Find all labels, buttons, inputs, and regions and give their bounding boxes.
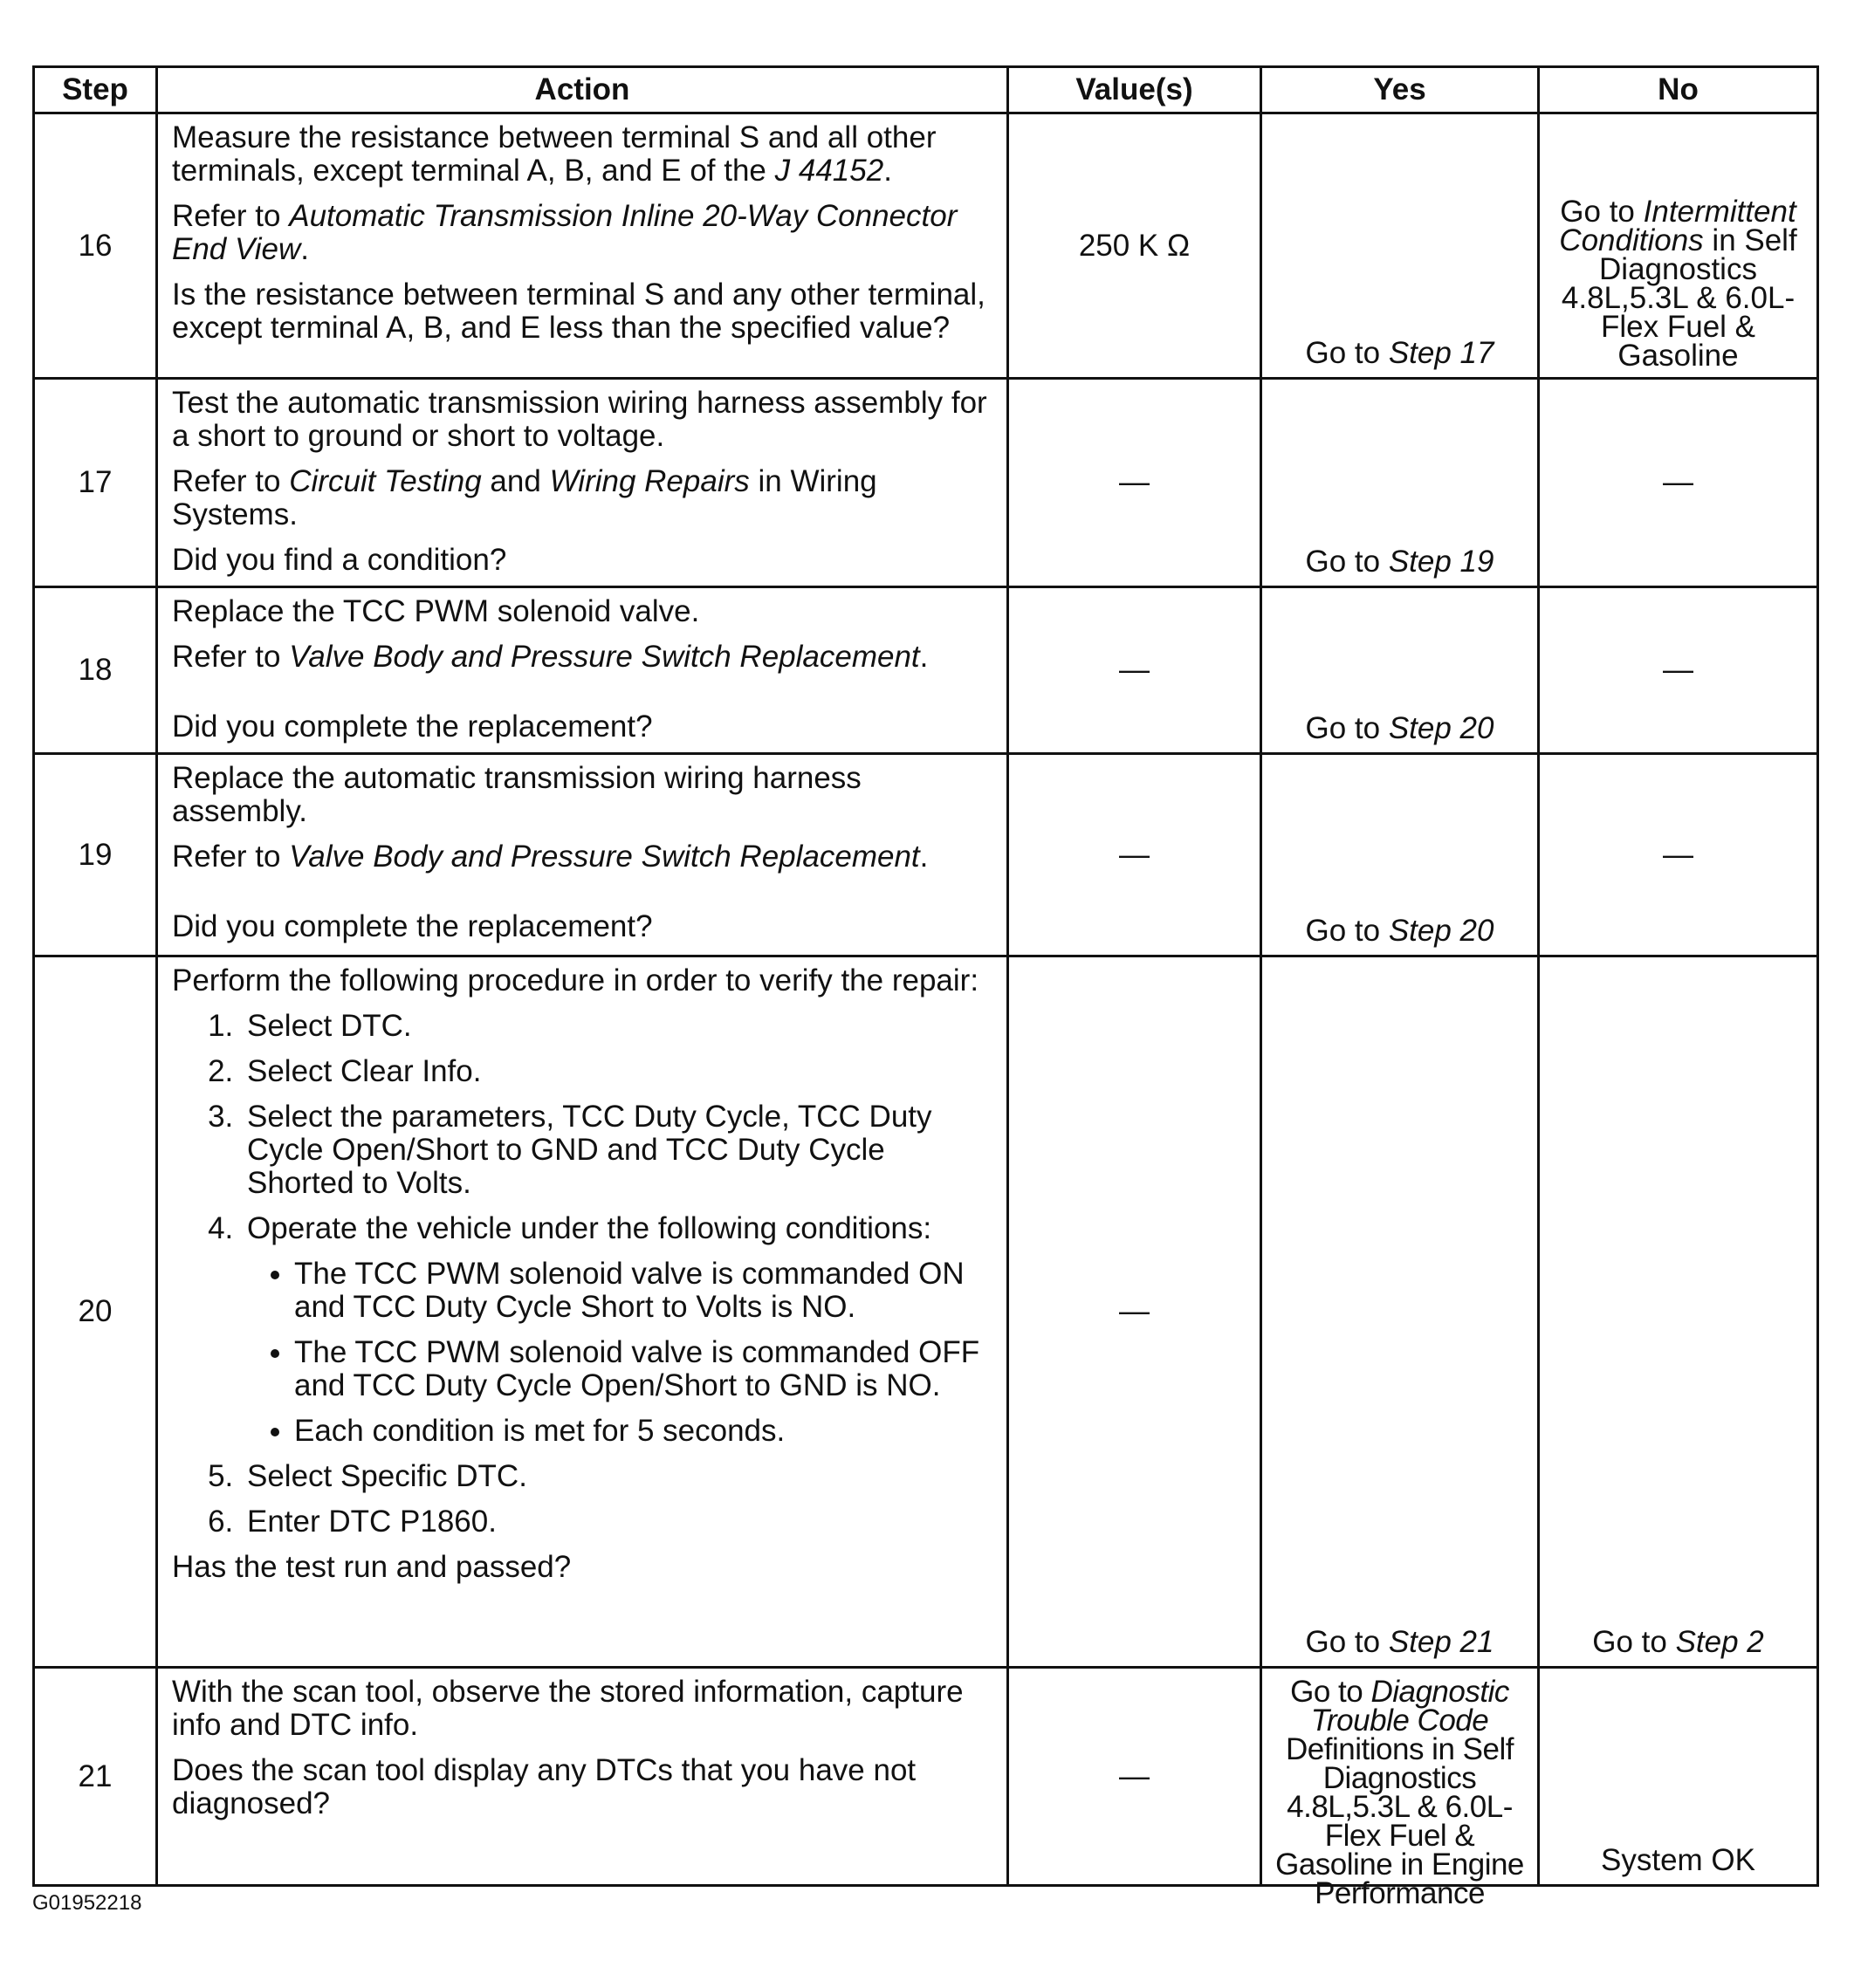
action-question: Does the scan tool display any DTCs that you have not diagnosed?	[172, 1753, 917, 1820]
yes-goto: Go to Step 20	[1305, 711, 1494, 745]
action-paragraph: With the scan tool, observe the stored information, capture info and DTC info.	[172, 1675, 964, 1742]
no-cell	[1539, 587, 1818, 754]
yes-goto: Go to Step 19	[1305, 545, 1494, 579]
step-number: 17	[34, 379, 157, 587]
value-cell: —	[1008, 956, 1261, 1668]
action-question: Did you find a condition?	[172, 543, 507, 577]
yes-cell	[1261, 1668, 1539, 1910]
table-row	[34, 587, 1818, 754]
step-number: 18	[34, 587, 157, 754]
value-cell: —	[1008, 379, 1261, 587]
step-number: 20	[34, 956, 157, 1668]
list-item: • The TCC PWM solenoid valve is commanded ON and TCC Duty Cycle Short to Volts is NO.	[294, 1258, 994, 1324]
no-value: —	[1663, 465, 1693, 499]
yes-goto: Go to Step 21	[1305, 1625, 1494, 1659]
value-cell: —	[1008, 1668, 1261, 1886]
table-row	[34, 379, 1818, 587]
table-row	[34, 1668, 1818, 1886]
value-cell: 250 K Ω	[1008, 113, 1261, 379]
table-row	[34, 113, 1818, 379]
action-text	[157, 956, 1008, 1668]
header-row	[34, 67, 1818, 113]
table-row	[34, 754, 1818, 956]
action-paragraph: Refer to Automatic Transmission Inline 20-Way Connector End View.	[172, 199, 958, 266]
yes-cell	[1261, 956, 1539, 1668]
header-values: Value(s)	[1008, 67, 1261, 113]
action-paragraph: Perform the following procedure in order to verify the repair:	[172, 963, 979, 997]
value-cell: —	[1008, 754, 1261, 956]
list-item: 5. Select Specific DTC.	[242, 1460, 994, 1493]
action-text	[157, 754, 1008, 956]
list-item: 1. Select DTC.	[242, 1010, 994, 1043]
yes-goto: Go to Diagnostic Trouble Code Definitions in Self Diagnostics 4.8L,5.3L & 6.0L-Flex Fuel & Gasoline in Engine Performance	[1275, 1675, 1524, 1910]
action-paragraph: Refer to Valve Body and Pressure Switch Replacement.	[172, 840, 929, 874]
action-question: Has the test run and passed?	[172, 1550, 572, 1584]
list-item: 6. Enter DTC P1860.	[242, 1505, 994, 1539]
header-action: Action	[157, 67, 1008, 113]
list-item: 4. Operate the vehicle under the following conditions: • The TCC PWM solenoid valve is commanded ON and TCC Duty Cycle Short to Volts is NO. • The TCC PWM solenoid valve is commanded OFF and TCC Duty Cycle Open/Short to GND is NO. • Each condition is met for 5 seconds.	[242, 1212, 994, 1448]
figure-id: G01952218	[32, 1891, 142, 1915]
action-paragraph: Replace the automatic transmission wiring harness assembly.	[172, 761, 862, 828]
step-number: 21	[34, 1668, 157, 1886]
action-text	[157, 379, 1008, 587]
step-number: 16	[34, 113, 157, 379]
yes-goto: Go to Step 17	[1305, 336, 1494, 370]
no-value: —	[1663, 653, 1693, 687]
action-paragraph: Test the automatic transmission wiring harness assembly for a short to ground or short to voltage.	[172, 386, 987, 453]
yes-cell	[1261, 379, 1539, 587]
no-cell	[1539, 113, 1818, 379]
list-item: • The TCC PWM solenoid valve is commanded OFF and TCC Duty Cycle Open/Short to GND is NO.	[294, 1336, 994, 1402]
condition-list	[247, 1258, 994, 1448]
action-question: Did you complete the replacement?	[172, 710, 653, 744]
list-item: • Each condition is met for 5 seconds.	[294, 1415, 994, 1448]
action-question: Is the resistance between terminal S and any other terminal, except terminal A, B, and E less than the specified value?	[172, 278, 985, 345]
action-text	[157, 587, 1008, 754]
action-paragraph: Refer to Valve Body and Pressure Switch Replacement.	[172, 640, 929, 674]
yes-cell	[1261, 754, 1539, 956]
action-paragraph: Measure the resistance between terminal S and all other terminals, except terminal A, B, and E of the J 44152.	[172, 120, 937, 188]
yes-goto: Go to Step 20	[1305, 914, 1494, 948]
no-cell	[1539, 379, 1818, 587]
action-paragraph: Refer to Circuit Testing and Wiring Repairs in Wiring Systems.	[172, 464, 877, 531]
action-text	[157, 1668, 1008, 1886]
header-yes: Yes	[1261, 67, 1539, 113]
no-cell	[1539, 1668, 1818, 1886]
header-step: Step	[34, 67, 157, 113]
value-cell: —	[1008, 587, 1261, 754]
no-cell	[1539, 956, 1818, 1668]
no-goto: Go to Step 2	[1592, 1625, 1764, 1659]
list-item: 2. Select Clear Info.	[242, 1055, 994, 1088]
action-paragraph: Replace the TCC PWM solenoid valve.	[172, 594, 700, 628]
step-number: 19	[34, 754, 157, 956]
procedure-list	[172, 1010, 994, 1539]
header-no: No	[1539, 67, 1818, 113]
action-text	[157, 113, 1008, 379]
no-goto: Go to Intermittent Conditions in Self Diagnostics 4.8L,5.3L & 6.0L-Flex Fuel & Gasoline	[1559, 195, 1797, 373]
no-cell	[1539, 754, 1818, 956]
no-value: System OK	[1601, 1843, 1755, 1877]
table-row	[34, 956, 1818, 1668]
yes-cell	[1261, 587, 1539, 754]
action-question: Did you complete the replacement?	[172, 909, 653, 943]
list-item: 3. Select the parameters, TCC Duty Cycle, TCC Duty Cycle Open/Short to GND and TCC Duty Cycle Shorted to Volts.	[242, 1100, 994, 1200]
yes-cell	[1261, 113, 1539, 379]
no-value: —	[1663, 837, 1693, 872]
